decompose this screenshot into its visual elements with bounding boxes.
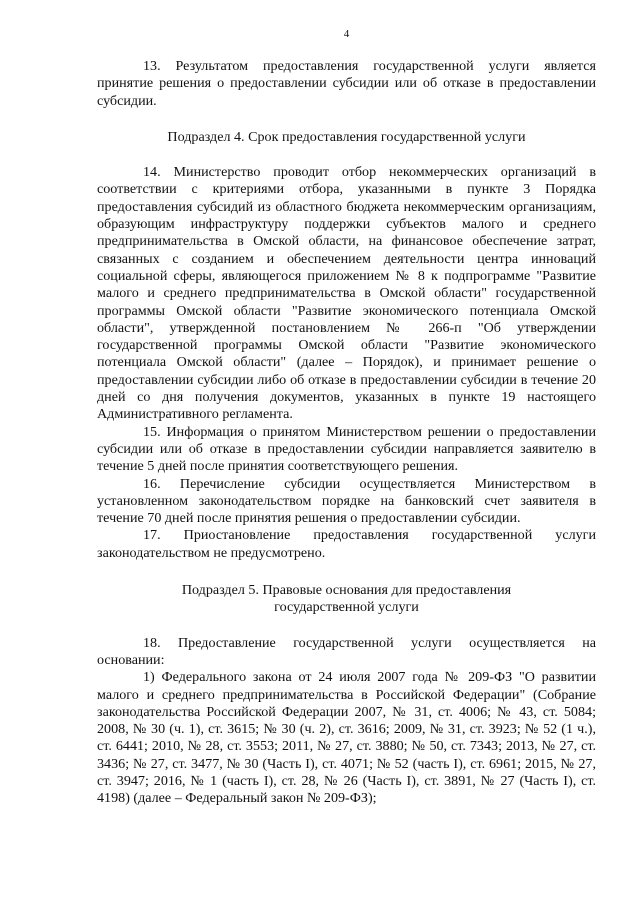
subsection-4-heading: Подраздел 4. Срок предоставления государственной услуги [167,128,526,145]
paragraph-13: 13. Результатом предоставления государственной услуги является принятие решения о предоставлении субсидии или об отказе в предоставлении субсидии. [97,58,596,109]
subsection-5-heading-line-1: Подраздел 5. Правовые основания для предоставления [181,582,512,599]
subsection-5-heading-line-2: государственной услуги [274,599,419,616]
paragraph-18-item-1: 1) Федерального закона от 24 июля 2007 года № 209-ФЗ "О развитии малого и среднего предпринимательства в Российской Федерации" (Собрание законодательства Российской Федерации 2007, № 31, ст. 4006; № 43, ст. 5084; 2008, № 30 (ч. 1), ст. 3615; № 30 (ч. 2), ст. 3616; 2009, № 31, ст. 3923; № 52 (1 ч.), ст. 6441; 2010, № 28, ст. 3553; 2011, № 27, ст. 3880; № 50, ст. 7343; 2013, № 27, ст. 3436; № 27, ст. 3477, № 30 (Часть I), ст. 4071; № 52 (часть I), ст. 6961; 2015, № 27, ст. 3947; 2016, № 1 (часть I), ст. 28, № 26 (Часть I), ст. 3891, № 27 (Часть I), ст. 4198) (далее – Федеральный закон № 209-ФЗ); [97,669,596,807]
paragraph-18: 18. Предоставление государственной услуги осуществляется на основании: [97,634,596,668]
page-number: 4 [343,28,350,40]
subsection-5-heading [97,582,596,617]
paragraph-14: 14. Министерство проводит отбор некоммерческих организаций в соответствии с критериями отбора, указанными в пункте 3 Порядка предоставления субсидий из областного бюджета некоммерческим организациям, образующим инфраструктуру поддержки субъектов малого и среднего предпринимательства в Омской области, на финансовое обеспечение затрат, связанных с созданием и обеспечением деятельности центра инноваций социальной сферы, являющегося приложением № 8 к подпрограмме "Развитие малого и среднего предпринимательства в Омской области" государственной программы Омской области "Развитие экономического потенциала Омской области", утвержденной постановлением № 266-п "Об утверждении государственной программы Омской области "Развитие экономического потенциала Омской области" (далее – Порядок), и принимает решение о предоставлении субсидии либо об отказе в предоставлении субсидии в течение 20 дней со дня получения документов, указанных в пункте 19 настоящего Административного регламента. [97,164,596,423]
paragraph-16: 16. Перечисление субсидии осуществляется Министерством в установленном законодательством порядке на банковский счет заявителя в течение 70 дней после принятия решения о предоставлении субсидии. [97,475,596,527]
paragraph-15: 15. Информация о принятом Министерством решении о предоставлении субсидии или об отказе в предоставлении субсидии направляется заявителю в течение 5 дней после принятия соответствующего решения. [97,423,596,475]
paragraph-17: 17. Приостановление предоставления государственной услуги законодательством не предусмотрено. [97,527,596,561]
